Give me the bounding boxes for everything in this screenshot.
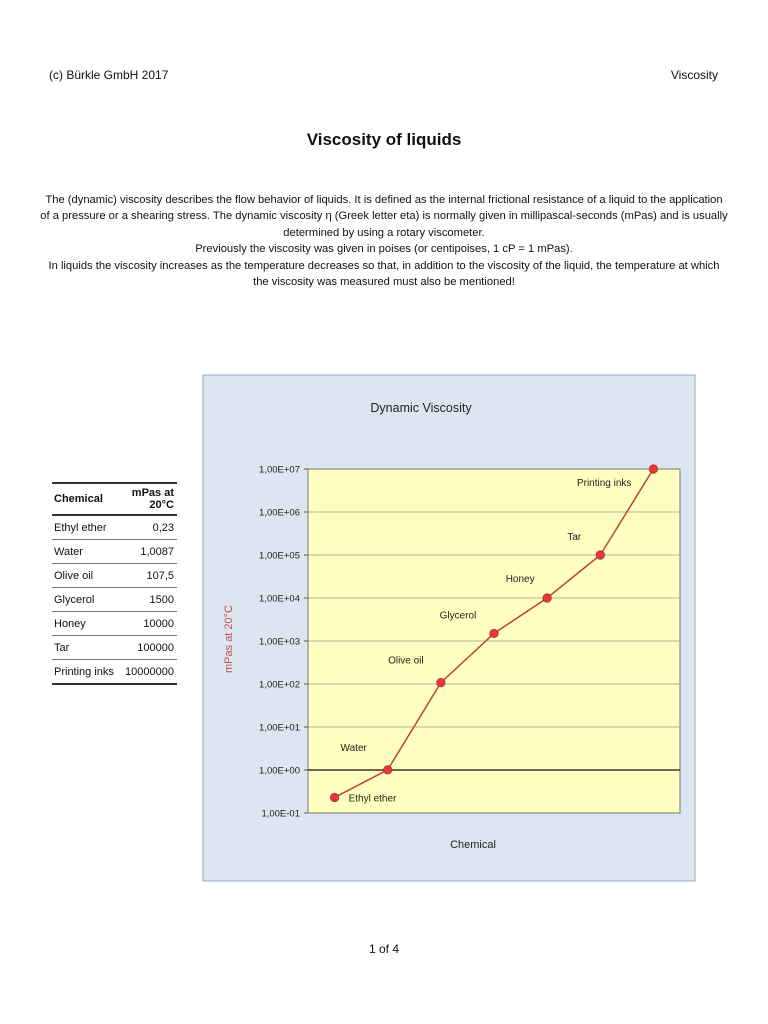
y-tick-label: 1,00E+01 xyxy=(259,722,300,734)
y-axis-label: mPas at 20°C xyxy=(223,605,235,673)
y-tick-label: 1,00E+03 xyxy=(259,636,300,648)
category-label: Honey xyxy=(505,574,535,585)
cell-chemical: Printing inks xyxy=(52,660,117,685)
cell-viscosity: 1,0087 xyxy=(117,540,177,564)
cell-chemical: Olive oil xyxy=(52,564,117,588)
cell-chemical: Ethyl ether xyxy=(52,515,117,540)
y-tick-label: 1,00E-01 xyxy=(261,808,300,820)
data-point xyxy=(384,766,392,774)
category-label: Olive oil xyxy=(388,655,424,667)
y-tick-label: 1,00E+04 xyxy=(259,593,300,605)
data-point xyxy=(490,629,498,637)
viscosity-chart xyxy=(202,374,696,882)
column-header-viscosity: mPas at 20°C xyxy=(117,483,177,515)
y-tick-label: 1,00E+07 xyxy=(259,464,300,476)
category-label: Printing inks xyxy=(576,478,632,489)
data-point xyxy=(330,793,338,801)
y-tick-label: 1,00E+06 xyxy=(259,507,300,519)
page-number: 1 of 4 xyxy=(368,942,400,956)
intro-paragraph-poises: Previously the viscosity was given in poises (or centipoises, 1 cP = 1 mPas). xyxy=(195,243,573,256)
data-point xyxy=(649,465,657,473)
cell-chemical: Honey xyxy=(52,612,117,636)
category-label: Ethyl ether xyxy=(348,793,397,805)
table-row xyxy=(52,515,177,540)
table-row xyxy=(52,636,177,660)
data-point xyxy=(543,594,551,602)
cell-viscosity: 10000000 xyxy=(117,660,177,685)
cell-viscosity: 10000 xyxy=(117,612,177,636)
header-copyright: (c) Bürkle GmbH 2017 xyxy=(49,68,169,82)
category-label: Tar xyxy=(567,532,582,543)
plot-area xyxy=(259,465,680,820)
intro-paragraph-definition: The (dynamic) viscosity describes the flow behavior of liquids. It is defined as the internal frictional resistance of a liquid to the application of a pressure or a shearing stress. The dynamic viscosity η (Greek letter eta) is normally given in millipascal-seconds (mPas) and is usually determined by using a rotary viscometer. xyxy=(40,194,728,239)
cell-chemical: Tar xyxy=(52,636,117,660)
table-row xyxy=(52,564,177,588)
category-label: Water xyxy=(340,742,367,754)
y-tick-label: 1,00E+05 xyxy=(259,550,300,562)
table-header-row xyxy=(52,483,177,515)
page-title: Viscosity of liquids xyxy=(306,130,462,149)
intro-paragraph-temperature: In liquids the viscosity increases as the temperature decreases so that, in addition to the viscosity of the liquid, the temperature at which the viscosity was measured must also be mentioned! xyxy=(48,259,720,289)
header-topic: Viscosity xyxy=(670,68,718,82)
viscosity-table xyxy=(52,482,177,685)
x-axis-label: Chemical xyxy=(450,839,496,851)
table-row xyxy=(52,588,177,612)
cell-viscosity: 0,23 xyxy=(117,515,177,540)
data-point xyxy=(437,678,445,686)
y-tick-label: 1,00E+00 xyxy=(259,765,300,777)
cell-viscosity: 100000 xyxy=(117,636,177,660)
cell-chemical: Water xyxy=(52,540,117,564)
chart-title: Dynamic Viscosity xyxy=(370,401,472,415)
table-row xyxy=(52,612,177,636)
chart-svg xyxy=(202,374,696,882)
cell-viscosity: 107,5 xyxy=(117,564,177,588)
cell-viscosity: 1500 xyxy=(117,588,177,612)
intro-text xyxy=(40,192,728,290)
data-point xyxy=(596,551,604,559)
cell-chemical: Glycerol xyxy=(52,588,117,612)
y-tick-label: 1,00E+02 xyxy=(259,679,300,691)
category-label: Glycerol xyxy=(439,610,477,622)
table-row xyxy=(52,540,177,564)
table-row xyxy=(52,660,177,685)
column-header-chemical: Chemical xyxy=(52,483,117,515)
